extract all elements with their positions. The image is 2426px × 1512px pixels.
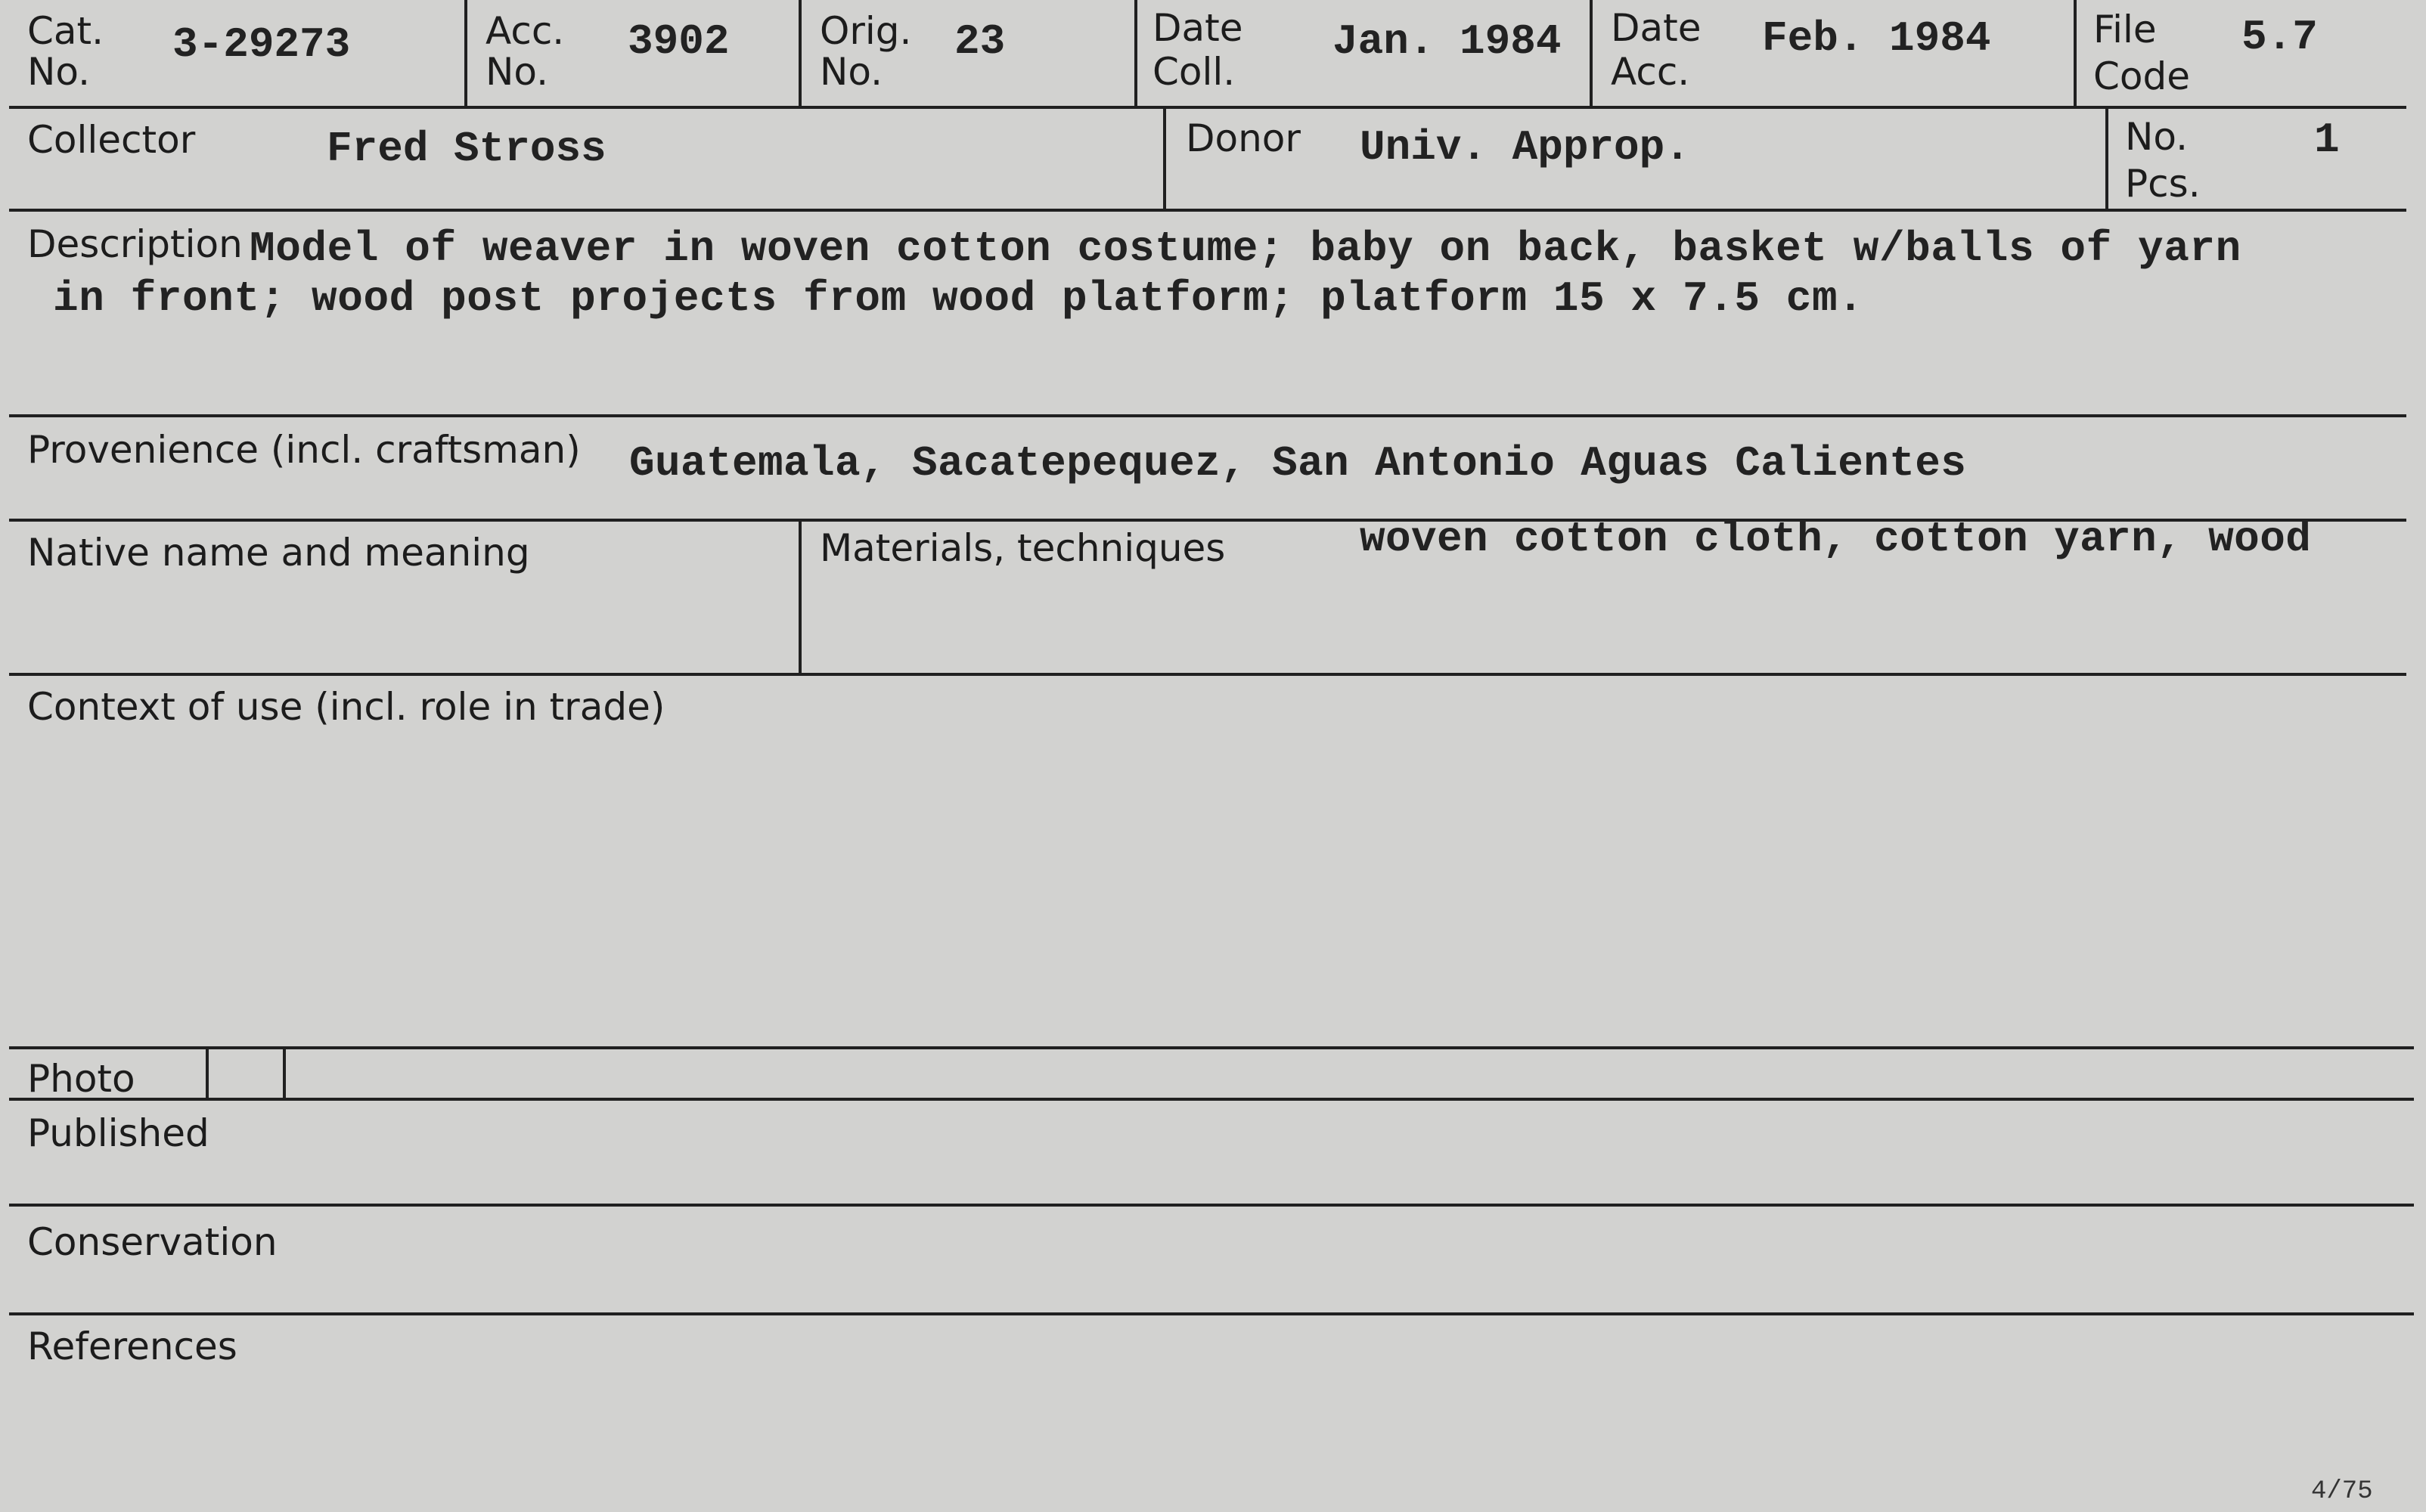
file-code-label: File Code xyxy=(2093,8,2191,98)
photo-bottom-rule xyxy=(9,1098,2414,1101)
date-coll-value: Jan. 1984 xyxy=(1332,17,1562,66)
photo-box-divider-1 xyxy=(206,1048,209,1099)
provenience-value: Guatemala, Sacatepequez, San Antonio Aguas Calientes xyxy=(629,439,1967,488)
header-divider-5 xyxy=(2074,0,2077,107)
header-divider-2 xyxy=(799,0,802,107)
cat-no-label: Cat. No. xyxy=(27,9,104,94)
context-bottom-rule xyxy=(9,1046,2414,1049)
native-name-label: Native name and meaning xyxy=(27,531,530,575)
photo-label: Photo xyxy=(27,1057,135,1101)
header-divider-3 xyxy=(1134,0,1137,107)
conservation-bottom-rule xyxy=(9,1312,2414,1315)
pcs-label: No. Pcs. xyxy=(2125,115,2201,206)
header-divider-1 xyxy=(464,0,467,107)
description-line-1: Model of weaver in woven cotton costume; baby on back, basket w/balls of yarn xyxy=(250,225,2241,273)
collector-row-bottom-rule xyxy=(9,209,2406,212)
donor-label: Donor xyxy=(1186,116,1301,160)
native-materials-divider xyxy=(799,520,802,674)
date-coll-label: Date Coll. xyxy=(1153,6,1243,94)
published-bottom-rule xyxy=(9,1204,2414,1207)
date-acc-value: Feb. 1984 xyxy=(1762,14,1991,63)
collector-value: Fred Stross xyxy=(327,125,606,173)
date-acc-label: Date Acc. xyxy=(1611,6,1702,94)
acc-no-value: 3902 xyxy=(628,17,730,66)
donor-value: Univ. Approp. xyxy=(1360,123,1690,172)
donor-divider xyxy=(2105,107,2108,210)
collector-label: Collector xyxy=(27,118,196,162)
conservation-label: Conservation xyxy=(27,1220,278,1264)
published-label: Published xyxy=(27,1111,209,1155)
cat-no-value: 3-29273 xyxy=(172,20,351,69)
description-line-2: in front; wood post projects from wood platform; platform 15 x 7.5 cm. xyxy=(53,274,1864,323)
context-label: Context of use (incl. role in trade) xyxy=(27,685,665,729)
references-label: References xyxy=(27,1325,237,1368)
description-label: Description xyxy=(27,222,243,266)
native-row-bottom-rule xyxy=(9,673,2406,676)
orig-no-label: Orig. No. xyxy=(820,9,912,94)
file-code-value: 5.7 xyxy=(2241,13,2318,61)
acc-no-label: Acc. No. xyxy=(486,9,565,94)
description-bottom-rule xyxy=(9,414,2406,417)
collector-divider xyxy=(1163,107,1166,210)
orig-no-value: 23 xyxy=(954,17,1006,66)
header-row-bottom-rule xyxy=(9,106,2406,109)
form-code: 4/75 xyxy=(2311,1477,2373,1506)
photo-box-divider-2 xyxy=(283,1048,286,1099)
materials-value: woven cotton cloth, cotton yarn, wood xyxy=(1360,515,2312,563)
pcs-value: 1 xyxy=(2314,116,2340,164)
header-divider-4 xyxy=(1590,0,1593,107)
provenience-label: Provenience (incl. craftsman) xyxy=(27,428,581,472)
materials-label: Materials, techniques xyxy=(820,526,1226,570)
